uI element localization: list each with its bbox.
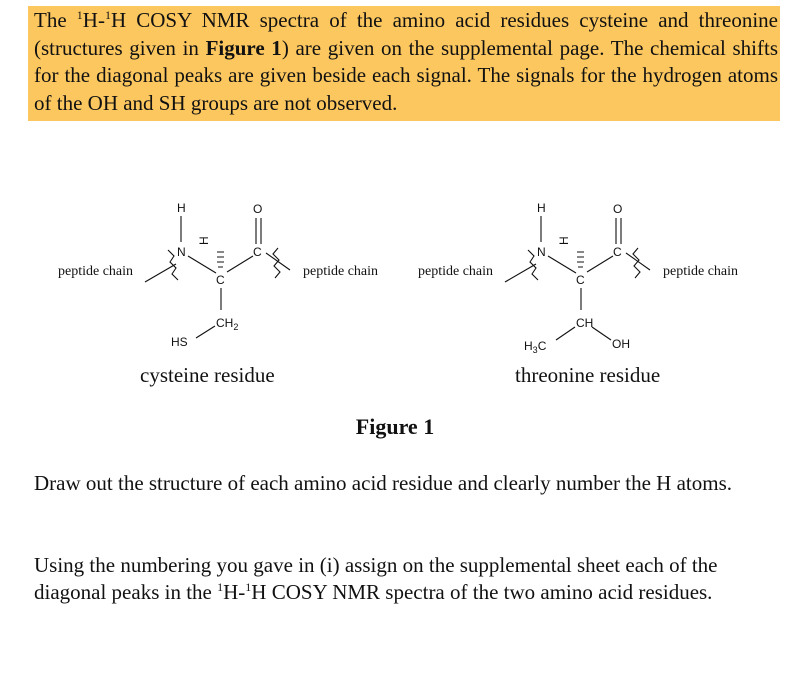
intro-text: H COSY NMR spectra of the amino acid residues cysteine and threonine (structures given in (34, 8, 778, 60)
atom-h: H (177, 201, 186, 215)
question-text: H- (223, 580, 246, 604)
ch-label: CH (216, 316, 234, 330)
atom-h: H (197, 236, 211, 245)
bond (227, 256, 253, 272)
bond (556, 327, 575, 340)
atom-sh: HS (171, 335, 188, 349)
intro-text: H- (82, 8, 105, 32)
atom-h: H (557, 236, 571, 245)
intro-text: ) are given on the supplemental page. The chemical shifts for the diagonal peaks are given beside each signal. The signals for the hydrogen atoms of the OH and SH groups are not observed. (34, 35, 778, 115)
atom-n: N (177, 245, 186, 259)
cysteine-structure (58, 201, 378, 387)
figure-label: Figure 1 (355, 414, 435, 439)
peptide-chain-left: peptide chain (418, 264, 494, 279)
ch-group: CH (576, 316, 594, 330)
bond (587, 256, 613, 272)
hashed-bond (217, 252, 224, 267)
h3c-h: H (524, 339, 533, 353)
wavy-bond (273, 248, 280, 278)
h3c-c: C (537, 339, 547, 353)
peptide-chain-right: peptide chain (303, 264, 379, 279)
bond (505, 264, 536, 282)
atom-o: O (253, 202, 263, 216)
hashed-bond (577, 252, 584, 267)
structures-diagram (0, 190, 790, 390)
peptide-chain-right: peptide chain (663, 264, 739, 279)
question-2 (34, 552, 774, 606)
atom-n: N (537, 245, 546, 259)
bond (548, 256, 576, 273)
intro-text: The (34, 8, 77, 32)
question-1: Draw out the structure of each amino acid residue and clearly number the H atoms. (34, 471, 732, 495)
bond (145, 264, 176, 282)
atom-h: H (537, 201, 546, 215)
atom-oh: OH (612, 337, 630, 351)
atom-c-alpha: C (216, 273, 225, 287)
figure-1 (0, 190, 790, 390)
question-text: H COSY NMR spectra of the two amino acid residues. (251, 580, 713, 604)
ch2-group (216, 316, 238, 332)
cysteine-caption: cysteine residue (140, 363, 275, 387)
atom-o: O (613, 202, 623, 216)
peptide-chain-left: peptide chain (58, 264, 134, 279)
atom-c-carbonyl: C (613, 245, 622, 259)
intro-paragraph (34, 7, 778, 117)
subscript: 2 (233, 322, 239, 332)
superscript: 1 (217, 580, 224, 594)
superscript: 1 (76, 8, 83, 22)
bond (592, 327, 611, 340)
bond (196, 326, 215, 338)
superscript: 1 (245, 580, 252, 594)
threonine-structure (418, 201, 738, 387)
subscript: 3 (532, 345, 538, 355)
atom-c-alpha: C (576, 273, 585, 287)
threonine-caption: threonine residue (515, 363, 661, 387)
question-text: Using the numbering you gave in (i) assign on the supplemental sheet each of the diagonal peaks in the (34, 553, 718, 604)
wavy-bond (633, 248, 640, 278)
figure-reference: Figure 1 (205, 35, 282, 60)
bond (188, 256, 216, 273)
superscript: 1 (104, 8, 111, 22)
atom-c-carbonyl: C (253, 245, 262, 259)
h3c-group (524, 339, 547, 355)
